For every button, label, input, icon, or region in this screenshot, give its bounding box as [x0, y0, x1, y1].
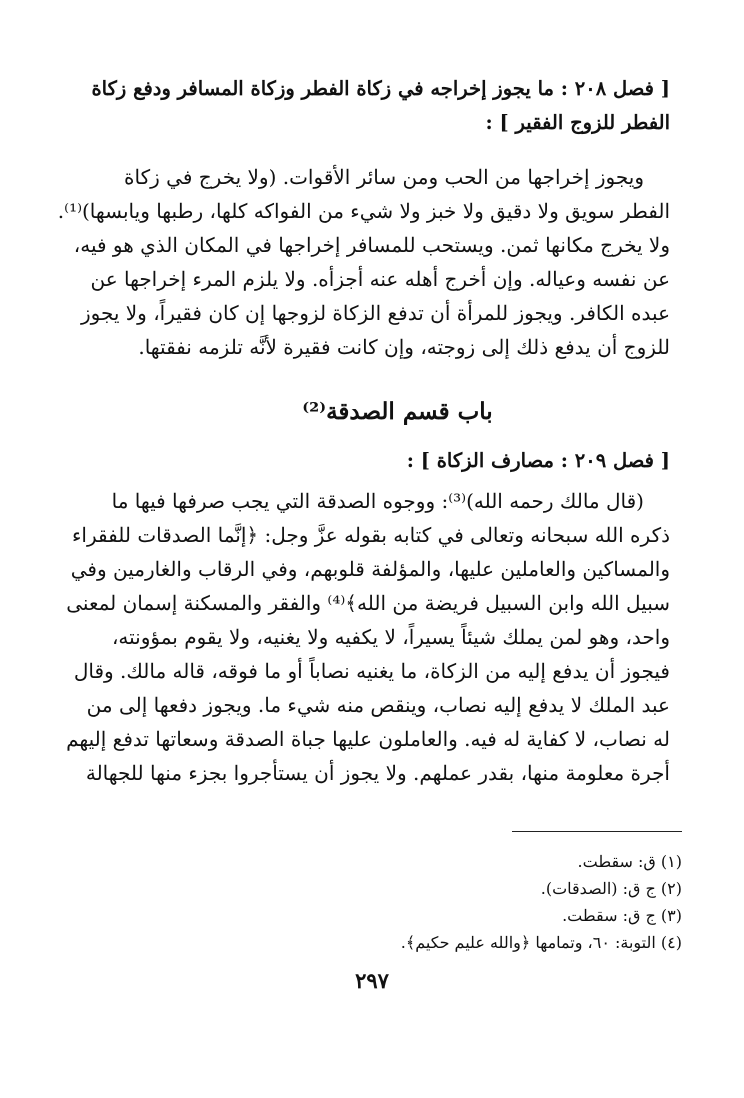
heading-line: الفطر للزوج الفقير ] :	[485, 111, 670, 134]
body-line: للزوج أن يدفع ذلك إلى زوجته، وإن كانت فقيرة لأنَّه تلزمه نفقتها.	[138, 335, 670, 359]
body-line: ولا يخرج مكانها ثمن. ويستحب للمسافر إخراجها في المكان الذي هو فيه،	[73, 233, 670, 257]
footnote: (٣) ج ق: سقطت.	[562, 906, 682, 925]
section-209-body	[66, 484, 670, 790]
body-line: سبيل الله وابن السبيل فريضة من الله﴾⁽⁴⁾ والفقر والمسكنة إسمان لمعنى	[66, 591, 670, 615]
chapter-title: باب قسم الصدقة⁽²⁾	[302, 398, 493, 425]
body-line: عبد الملك لا يدفع إليه نصاب، وينقص منه شيء ما. ويجوز دفعها إلى من	[86, 693, 670, 717]
body-line: عن نفسه وعياله. وإن أخرج أهله عنه أجزأه. ولا يلزم المرء إخراجها عن	[90, 267, 670, 291]
section-208-body	[57, 160, 670, 364]
body-line: الفطر سويق ولا دقيق ولا خبز ولا شيء من الفواكه كلها، رطبها ويابسها)⁽¹⁾.	[57, 199, 670, 223]
footnotes	[125, 848, 682, 956]
body-line: له نصاب، لا كفاية له فيه. والعاملون عليها جباة الصدقة وسعاتها تدفع إليهم	[66, 727, 670, 751]
page-number: ٢٩٧	[355, 968, 389, 993]
footnote-separator	[512, 831, 682, 832]
footnote: (١) ق: سقطت.	[577, 852, 682, 871]
body-line: فيجوز أن يدفع إليه من الزكاة، ما يغنيه نصاباً أو ما فوقه، قاله مالك. وقال	[73, 659, 670, 683]
body-line: (قال مالك رحمه الله)⁽³⁾: ووجوه الصدقة التي يجب صرفها فيها ما	[111, 489, 644, 513]
footnote: (٤) التوبة: ٦٠، وتمامها ﴿والله عليم حكيم﴾.	[400, 933, 682, 952]
body-line: ويجوز إخراجها من الحب ومن سائر الأقوات. (ولا يخرج في زكاة	[124, 165, 644, 189]
heading-line: [ فصل ٢٠٨ : ما يجوز إخراجه في زكاة الفطر وزكاة المسافر ودفع زكاة	[91, 77, 670, 100]
body-line: والمساكين والعاملين عليها، والمؤلفة قلوبهم، وفي الرقاب والغارمين وفي	[70, 557, 670, 581]
body-line: أجرة معلومة منها، بقدر عملهم. ولا يجوز أن يستأجروا بجزء منها للجهالة	[85, 761, 670, 785]
body-line: ذكره الله سبحانه وتعالى في كتابه بقوله عزَّ وجل: ﴿إنَّما الصدقات للفقراء	[72, 523, 670, 547]
section-208-heading	[91, 72, 670, 140]
heading-line: [ فصل ٢٠٩ : مصارف الزكاة ] :	[406, 449, 670, 472]
footnote: (٢) ج ق: (الصدقات).	[540, 879, 682, 898]
body-line: عبده الكافر. ويجوز للمرأة أن تدفع الزكاة لزوجها إن كان فقيراً، ولا يجوز	[80, 301, 670, 325]
body-line: واحد، وهو لمن يملك شيئاً يسيراً، لا يكفيه ولا يغنيه، ولا يقوم بمؤونته،	[111, 625, 670, 649]
section-209-heading	[125, 444, 670, 478]
